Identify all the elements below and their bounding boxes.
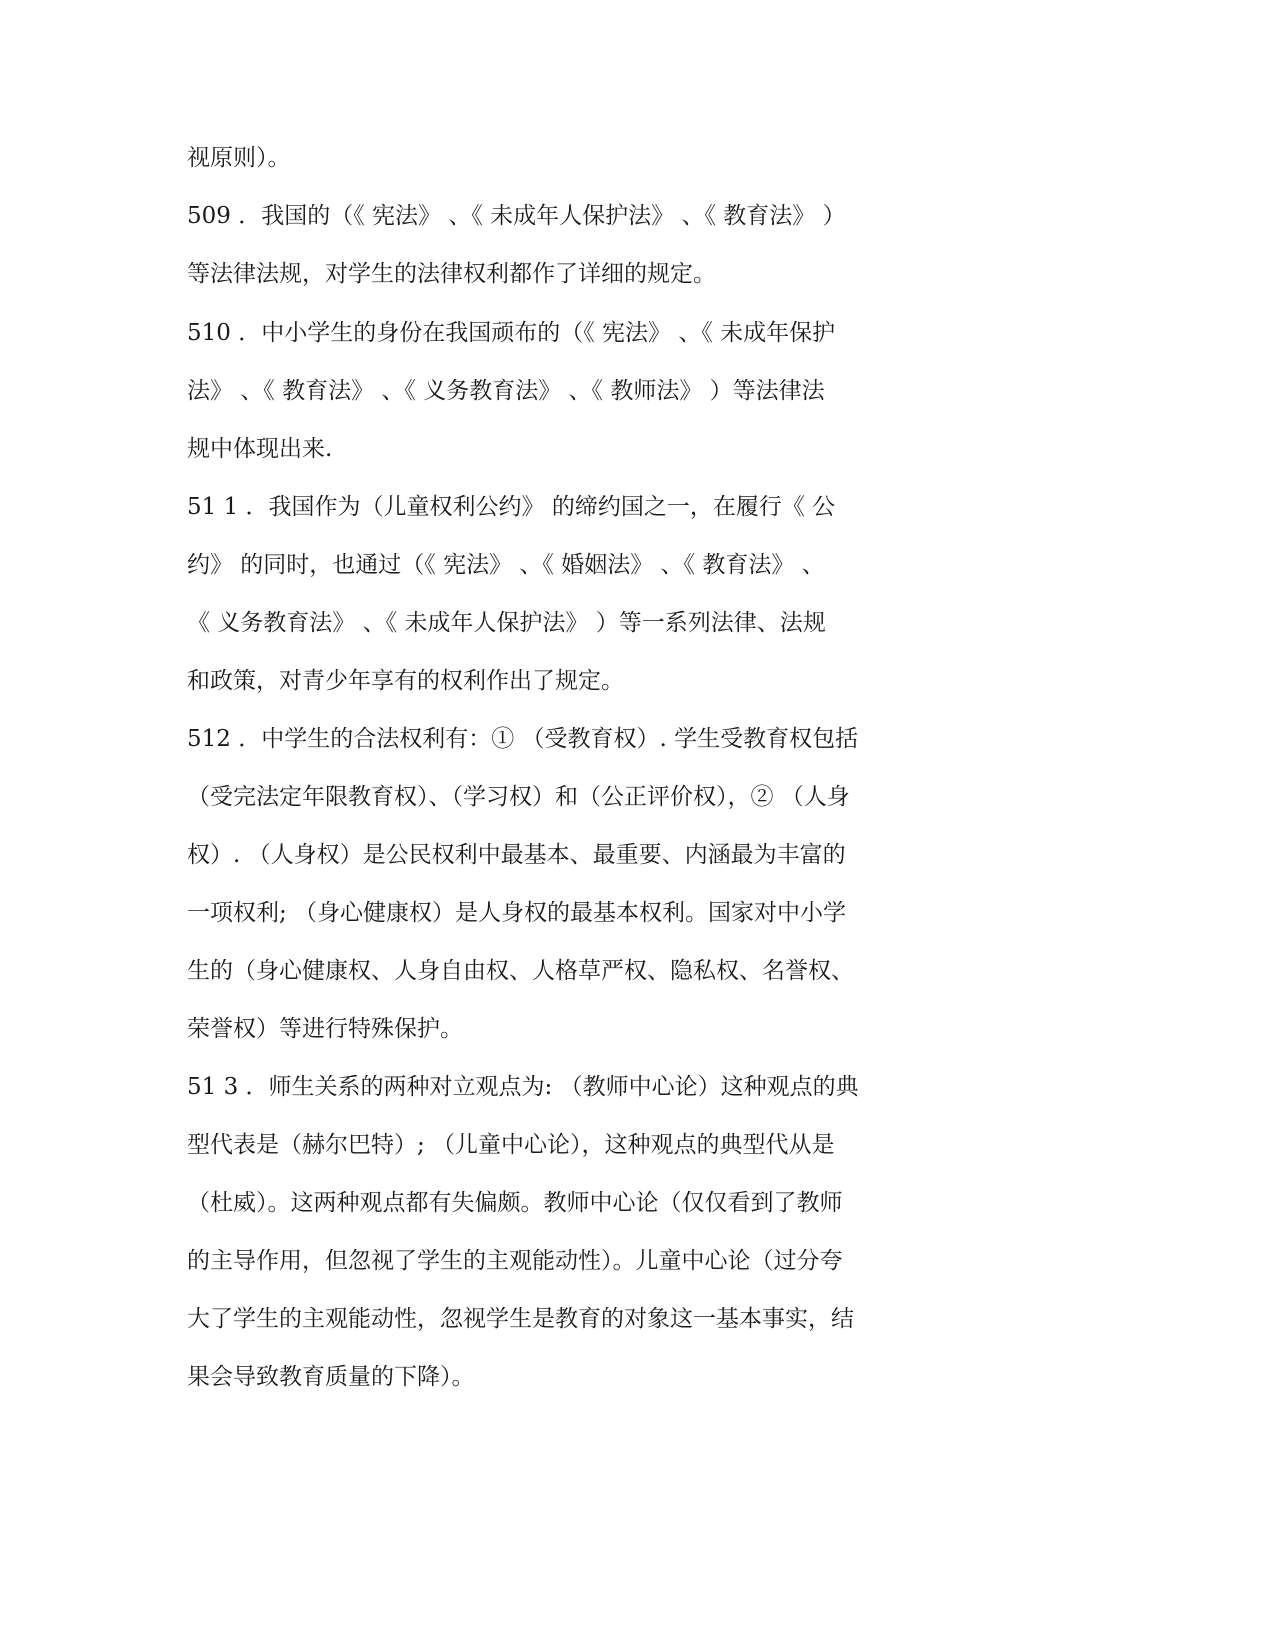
text-line: （受完法定年限教育权）、（学习权）和（公正评价权），② （人身 <box>187 784 850 810</box>
text-line: 《 义务教育法》 、《 未成年人保护法》 ）等一系列法律、法规 <box>187 610 826 636</box>
text-line: 视原则）。 <box>187 145 291 171</box>
text-line: 果会导致教育质量的下降）。 <box>187 1364 475 1390</box>
text-line: （杜威）。这两种观点都有失偏颇。教师中心论（仅仅看到了教师 <box>187 1190 843 1216</box>
text-line: 型代表是（赫尔巴特）; （儿童中心论），这种观点的典型代从是 <box>187 1132 835 1158</box>
text-line: 509 ．我国的（《 宪法》 、《 未成年人保护法》 、《 教育法》 ） <box>187 203 846 229</box>
text-line: 等法律法规，对学生的法律权利都作了详细的规定。 <box>187 261 716 287</box>
text-line: 权）. （人身权）是公民权利中最基本、最重要、内涵最为丰富的 <box>187 842 846 868</box>
text-line: 51 1 ．我国作为（儿童权利公约》 的缔约国之一，在履行《 公 <box>187 494 836 520</box>
text-line: 512 ．中学生的合法权利有：① （受教育权）. 学生受教育权包括 <box>187 726 859 752</box>
text-line: 法》 、《 教育法》 、《 义务教育法》 、《 教师法》 ）等法律法 <box>187 378 825 404</box>
text-line: 一项权利; （身心健康权）是人身权的最基本权利。国家对中小学 <box>187 900 847 926</box>
text-line: 51 3 ．师生关系的两种对立观点为: （教师中心论）这种观点的典 <box>187 1074 859 1100</box>
text-line: 规中体现出来. <box>187 436 333 462</box>
text-line: 的主导作用，但忽视了学生的主观能动性）。儿童中心论（过分夸 <box>187 1248 843 1274</box>
text-line: 和政策，对青少年享有的权利作出了规定。 <box>187 668 624 694</box>
text-line: 大了学生的主观能动性，忽视学生是教育的对象这一基本事实，结 <box>187 1306 854 1332</box>
text-line: 荣誉权）等进行特殊保护。 <box>187 1016 463 1042</box>
text-line: 约》 的同时，也通过（《 宪法》 、《 婚姻法》 、《 教育法》 、 <box>187 552 825 578</box>
text-line: 510 ．中小学生的身份在我国顽布的（《 宪法》 、《 未成年保护 <box>187 320 836 346</box>
text-line: 生的（身心健康权、人身自由权、人格草严权、隐私权、名誉权、 <box>187 958 854 984</box>
